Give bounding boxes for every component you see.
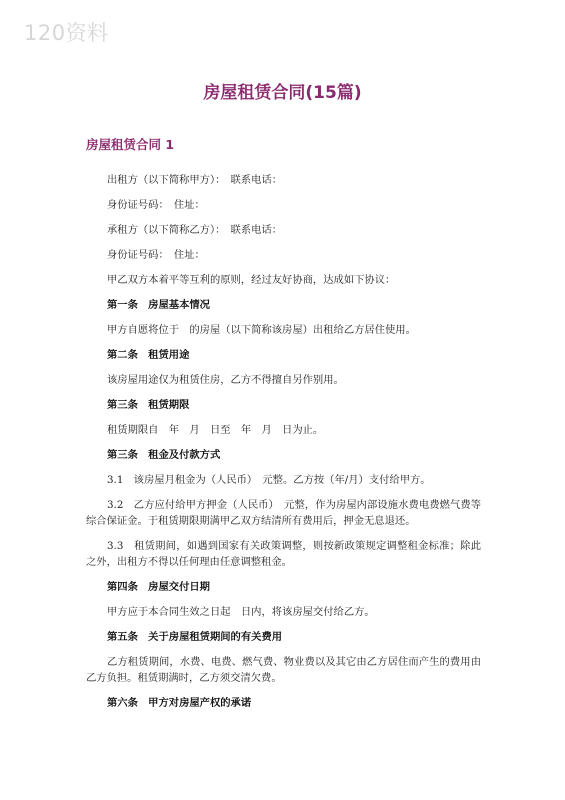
paragraph-article-5: 乙方租赁期间，水费、电费、燃气费、物业费以及其它由乙方居住而产生的费用由乙方负担。租赁期满时，乙方须交清欠费。: [86, 656, 481, 684]
section-title: 房屋租赁合同 1: [86, 137, 175, 152]
heading-article-1: 第一条 房屋基本情况: [107, 299, 210, 311]
paragraph-article-2: 该房屋用途仅为租赁住房，乙方不得擅自另作别用。: [107, 374, 344, 386]
paragraph-article-1: 甲方自愿将位于 的房屋（以下简称该房屋）出租给乙方居住使用。: [107, 324, 416, 336]
paragraph-rent-3-2: 3.2 乙方应付给甲方押金（人民币） 元整，作为房屋内部设施水费电费燃气费等综合保证金。于租赁期限期满甲乙双方结清所有费用后，押金无息退还。: [86, 499, 481, 527]
paragraph-lessee-id: 身份证号码： 住址：: [107, 249, 205, 261]
document-title: 房屋租赁合同(15篇): [203, 83, 362, 103]
paragraph-article-3: 租赁期限自 年 月 日至 年 月 日为止。: [107, 424, 324, 436]
paragraph-article-4: 甲方应于本合同生效之日起 日内，将该房屋交付给乙方。: [107, 606, 375, 618]
paragraph-lessor-id: 身份证号码： 住址：: [107, 199, 205, 211]
paragraph-agreement: 甲乙双方本着平等互利的原则，经过友好协商，达成如下协议：: [107, 274, 396, 286]
heading-article-4: 第四条 房屋交付日期: [107, 581, 210, 593]
contract-body: [86, 172, 481, 720]
paragraph-rent-3-3: 3.3 租赁期间，如遇到国家有关政策调整，则按新政策规定调整租金标准；除此之外，出租方不得以任何理由任意调整租金。: [86, 540, 481, 568]
heading-article-3: 第三条 租赁期限: [107, 399, 190, 411]
paragraph-lessor: 出租方（以下简称甲方）： 联系电话：: [107, 174, 283, 186]
paragraph-lessee: 承租方（以下简称乙方）： 联系电话：: [107, 224, 283, 236]
heading-article-5: 第五条 关于房屋租赁期间的有关费用: [107, 631, 283, 643]
heading-article-6: 第六条 甲方对房屋产权的承诺: [107, 697, 252, 709]
paragraph-rent-3-1: 3.1 该房屋月租金为（人民币） 元整。乙方按（年/月）支付给甲方。: [107, 474, 431, 486]
watermark-logo: 120资料: [24, 21, 109, 45]
heading-article-2: 第二条 租赁用途: [107, 349, 190, 361]
heading-article-3b: 第三条 租金及付款方式: [107, 449, 221, 461]
